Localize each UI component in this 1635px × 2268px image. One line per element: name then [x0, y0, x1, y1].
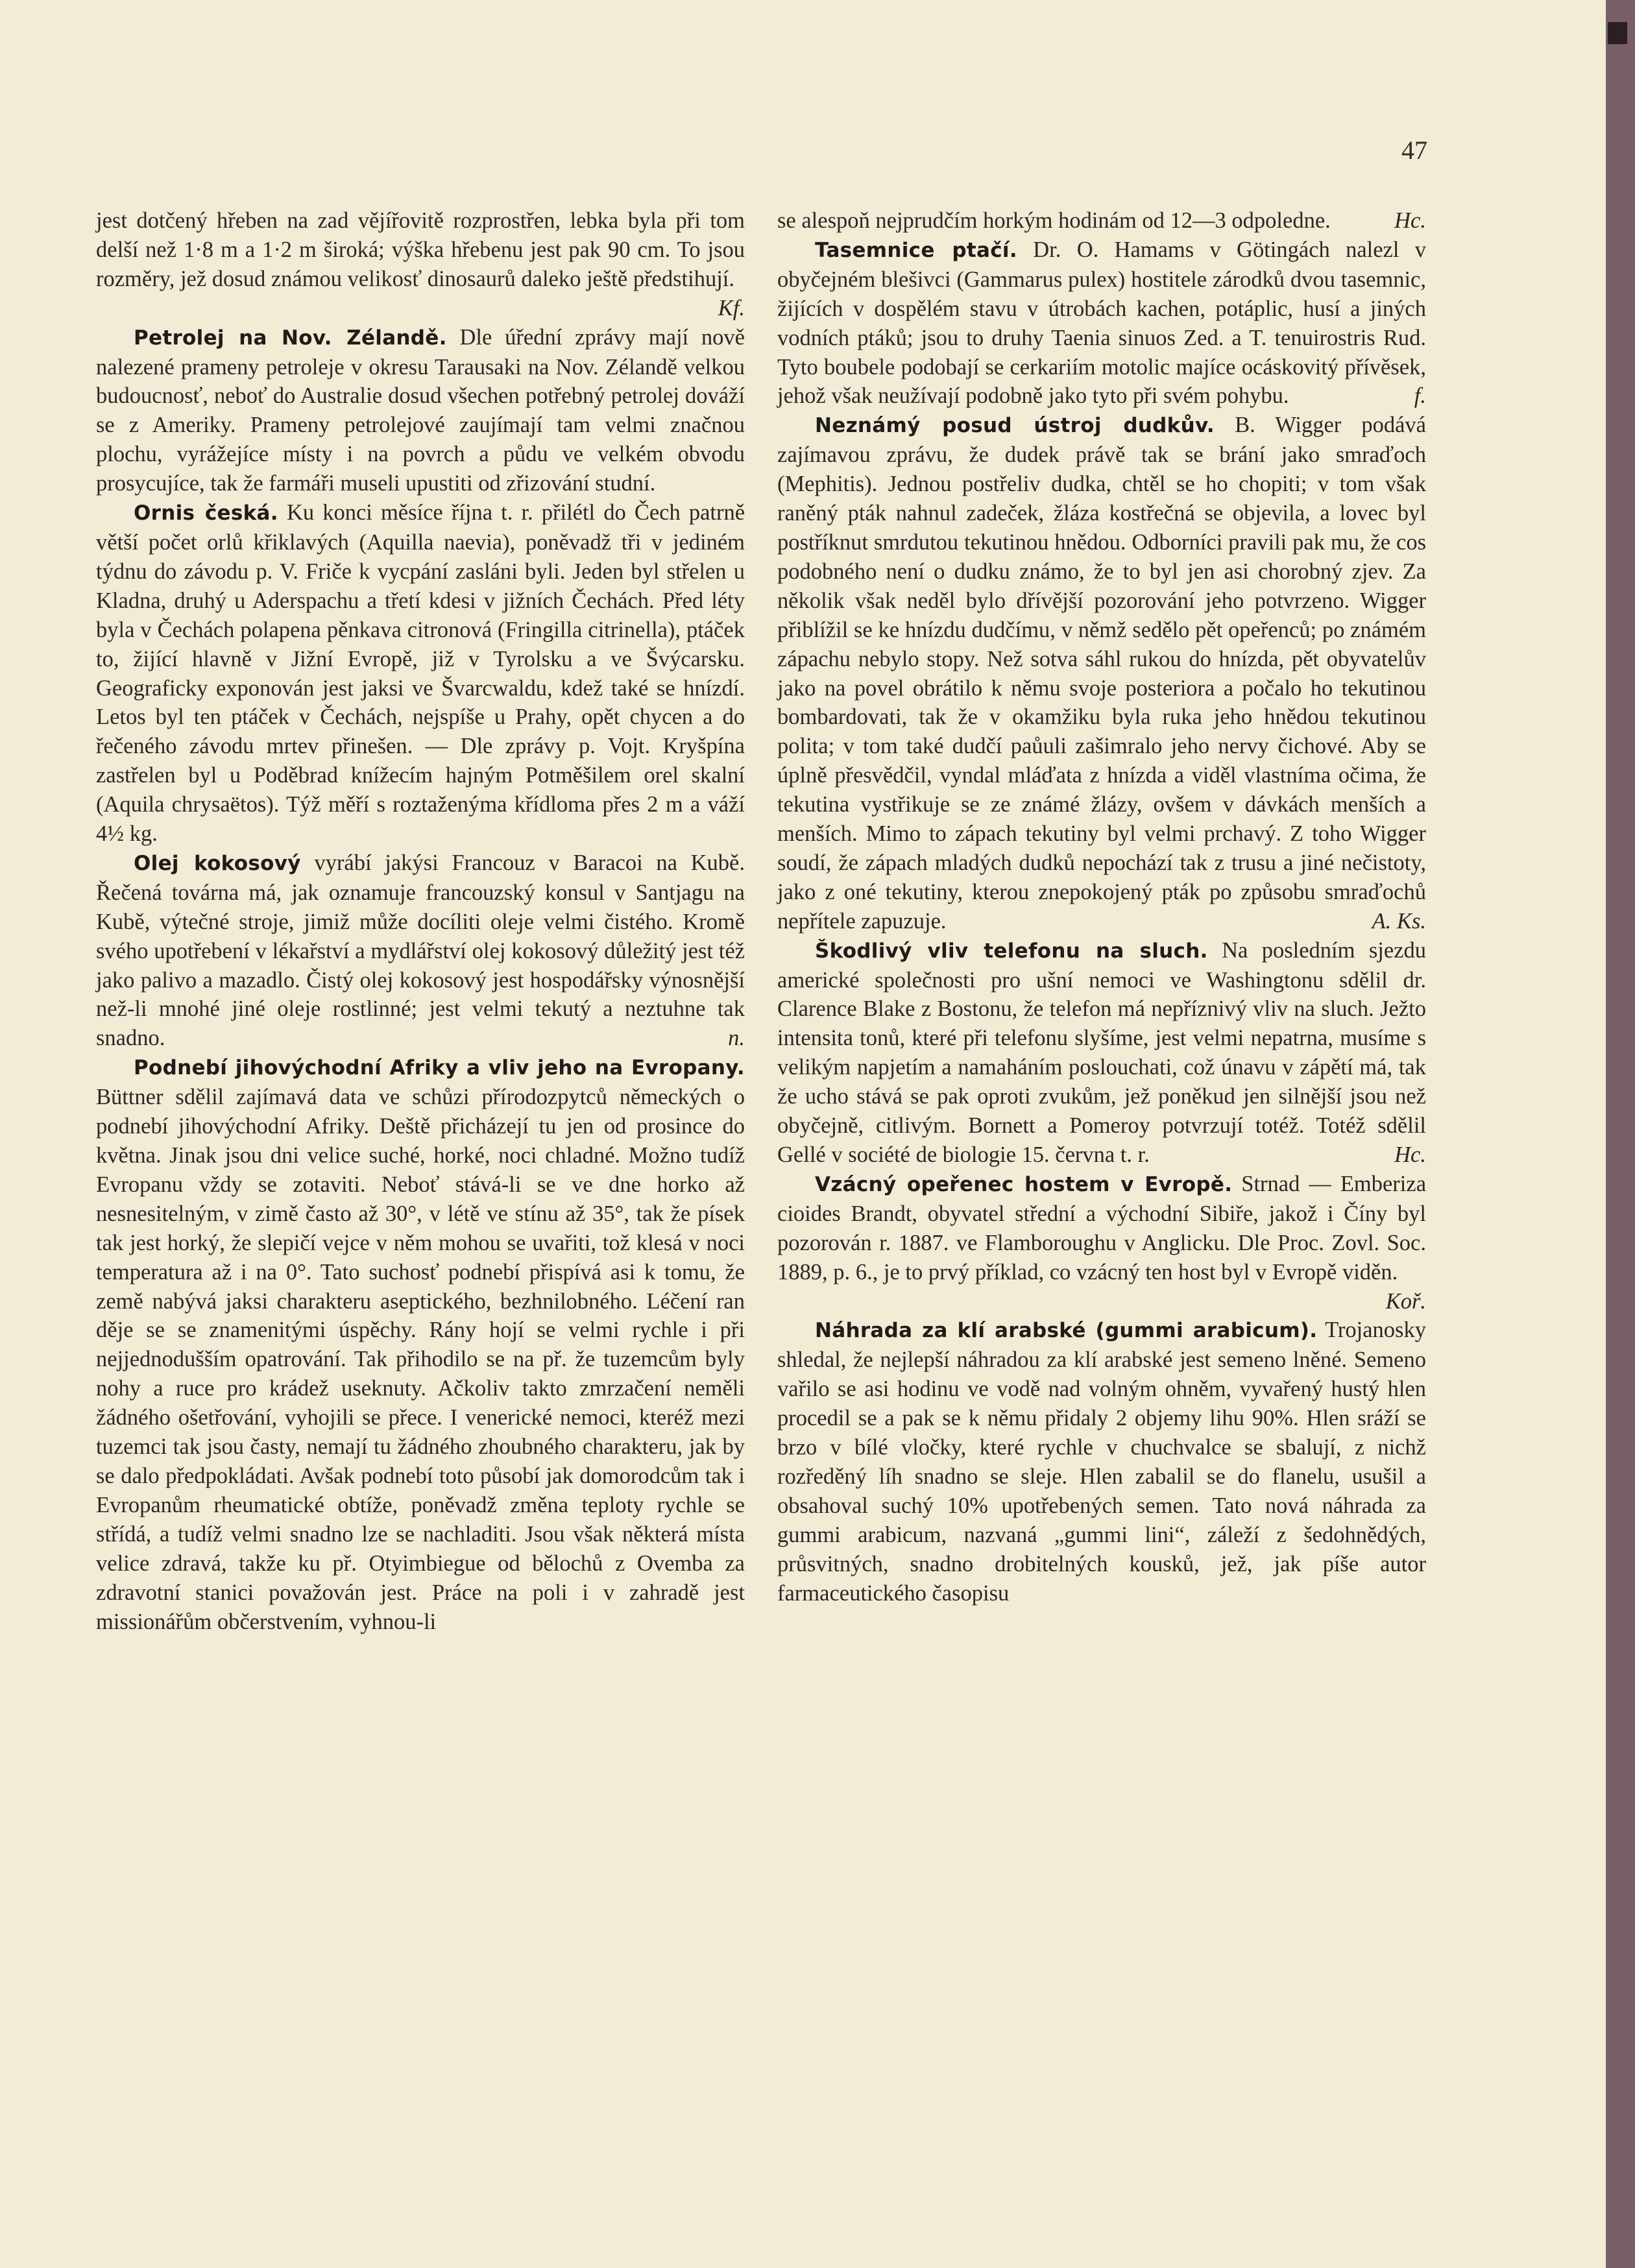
article-nahrada: [777, 1316, 1426, 1608]
article-text: Trojanosky shledal, že nejlepší náhradou za klí arabské jest semeno lněné. Semeno vařilo se asi hodinu ve vodě nad volným ohněm, vyvařený hustý hlen procedil se a pak se k němu přidaly 2 objemy lihu 90%. Hlen sráží se brzo v bílé vločky, které rychle v chuchvalce se sbalují, z nichž rozředěný líh snadno se sleje. Hlen zabalil se do flanelu, usušil a obsahoval suchý 10% upotřebených semen. Tato nová náhrada za gummi arabicum, nazvaná „gummi lini“, záleží z šedohnědých, průsvitných, snadno drobitelných kousků, jež, jak píše autor farmaceutického časopisu: [777, 1318, 1426, 1606]
article-olej: [96, 849, 745, 1053]
article-text: Dr. O. Hamams v Götingách nalezl v obyčejném blešivci (Gammarus pulex) hostitele zárodků dvou tasemnic, žijících v dospělém stavu v útrobách kachen, potáplic, husí a jiných vodních ptáků; jsou to druhy Taenia sinuos Zed. a T. tenuirostris Rud. Tyto boubele podobají se cerkariím motolic majíce ocáskovitý přívěsek, jehož však neužívají podobně jako tyto při svém pohybu.: [777, 237, 1426, 409]
article-tasemnice: [777, 235, 1426, 411]
author-signature: Hc.: [1394, 208, 1426, 233]
article-text: Ku konci měsíce října t. r. přilétl do Čech patrně větší počet orlů křiklavých (Aquilla naevia), poněvadž tři v jediném týdnu do závodu p. V. Friče k vycpání zasláni byli. Jeden byl střelen u Kladna, druhý u Aderspachu a třetí kdesi v jižních Čechách. Před léty byla v Čechách polapena pěnkava citronová (Fringilla citrinella), ptáček to, žijící hlavně v Jižní Evropě, již v Tyrolsku a ve Švýcarsku. Geograficky exponován jest jaksi ve Švarcwaldu, kdež také se hnízdí. Letos byl ten ptáček v Čechách, nejspíše u Prahy, opět chycen a do řečeného závodu mrtev přinešen. — Dle zprávy p. Vojt. Kryšpína zastřelen byl u Poděbrad knížecím hajným Potměšilem orel skalní (Aquila chrysaëtos). Týž měří s roztaženýma křídloma přes 2 m a váží 4½ kg.: [96, 500, 745, 847]
article-dudek: [777, 411, 1426, 935]
page-number: 47: [1401, 136, 1427, 165]
article-text: Strnad — Emberiza cioides Brandt, obyvatel střední a východní Sibiře, jakož i Číny byl pozorován r. 1887. ve Flamboroughu v Anglicku. Dle Proc. Zovl. Soc. 1889, p. 6., je to prvý příklad, co vzácný ten host byl v Evropě viděn.: [777, 1171, 1427, 1285]
author-signature: n.: [728, 1026, 745, 1051]
article-text: B. Wigger podává zajímavou zprávu, že dudek právě tak se brání jako smraďoch (Mephitis). Jednou postřeliv dudka, chtěl se ho chopiti; v tom však raněný pták nahnul zadeček, žláza kostřečná se objevila, a lovec byl postříknut smrdutou tekutinou hnědou. Odborníci pravili pak mu, že cos podobného není o dudku známo, že to byl jen asi chorobný zjev. Za několik však neděl bylo dřívější pozorování jeho potvrzeno. Wigger přiblížil se ke hnízdu dudčímu, v němž sedělo pět opeřenců; po známém zápachu nebylo stopy. Než sotva sáhl rukou do hnízda, pět obyvatelův jako na povel obrátilo k němu svoje posteriora a počalo ho tekutinou bombardovati, tak že v okamžiku byla ruka jeho hnědou tekutinou polita; v tom také dudčí paůuli zašimralo jeho nervy čichové. Aby se úplně přesvědčil, vyndal mláďata z hnízda a viděl vlastníma očima, že tekutina vystřikuje se ze známé žlázy, ovšem v dávkách menších a menších. Mimo to zápach tekutiny byl velmi prchavý. Z toho Wigger soudí, že zápach mladých dudků nepochází tak z trusu a jiné nečistoty, jako z oné tekutiny, kterou znepokojený pták po způsobu smraďochů nepřítele zapuzuje.: [777, 413, 1426, 934]
author-signature: Hc.: [1394, 1142, 1426, 1167]
article-continuation: [777, 206, 1426, 235]
article-text: Büttner sdělil zajímavá data ve schůzi přírodozpytců německých o podnebí jihovýchodní Afriky. Deště přicházejí tu jen od prosince do května. Jinak jsou dni velice suché, horké, noci chladné. Možno tudíž Evropanu vždy se zotaviti. Neboť stává-li se ve dne horko až nesnesitelným, v zimě často až 30°, v létě ve stínu až 35°, tak že písek tak jest horký, že slepičí vejce v něm mohou se uvařiti, tož klesá v noci temperatura až i na 0°. Tato suchosť podnebí přispívá asi k tomu, že země nabývá jaksi charakteru aseptického, bezhnilobného. Léčení ran děje se se znamenitými úspěchy. Rány hojí se velmi rychle i při nejjednodušším opatrování. Tak přihodilo se na př. že tuzemcům byly nohy a ruce pro krádež useknuty. Ačkoliv takto zmrzačení neměli žádného ošetřování, vyhojili se přece. I venerické nemoci, kteréž mezi tuzemci tak jsou časty, nemají tu žádného zhoubného charakteru, jak by se dalo předpokládati. Avšak podnebí toto působí jak domorodcům tak i Evropanům rheumatické obtíže, poněvadž změna teploty rychle se střídá, a tudíž velmi snadno lze se nachladiti. Jsou však některá místa velice zdravá, takže ku př. Otyimbiegue od bělochů z Ovemba za zdravotní stanici považován jest. Práce na poli i v zahradě jest missionářům občerstvením, vyhnou-li: [96, 1085, 745, 1634]
article-heading: Ornis česká.: [134, 501, 278, 525]
article-heading: Petrolej na Nov. Zélandě.: [134, 326, 447, 350]
left-column: [96, 206, 745, 1636]
article-telefon: [777, 936, 1426, 1170]
article-text: se alespoň nejprudčím horkým hodinám od 12—3 odpoledne.: [777, 208, 1331, 233]
article-continuation: [96, 206, 745, 323]
article-heading: Podnebí jihovýchodní Afriky a vliv jeho na Evropany.: [134, 1056, 745, 1080]
article-heading: Škodlivý vliv telefonu na sluch.: [815, 939, 1208, 963]
article-heading: Vzácný opeřenec hostem v Evropě.: [815, 1172, 1233, 1196]
author-signature: A. Ks.: [1372, 908, 1426, 934]
article-text: vyrábí jakýsi Francouz v Baracoi na Kubě. Řečená továrna má, jak oznamuje francouzský konsul v Santjagu na Kubě, výtečné stroje, jimiž může docíliti oleje velmi čistého. Kromě svého upotřebení v lékařství a mydlářství olej kokosový důležitý jest též jako palivo a mazadlo. Čistý olej kokosový jest hospodářsky výnosnější než-li mnohé jiné oleje rostlinné; jest velmi tekutý a neztuhne tak snadno.: [96, 850, 745, 1051]
article-heading: Neznámý posud ústroj dudkův.: [815, 414, 1215, 438]
article-heading: Olej kokosový: [134, 851, 301, 875]
article-operenec: [777, 1170, 1426, 1316]
article-heading: Tasemnice ptačí.: [815, 238, 1017, 262]
article-ornis: [96, 498, 745, 849]
author-signature: Koř.: [1385, 1288, 1426, 1314]
article-heading: Náhrada za klí arabské (gummi arabicum).: [815, 1319, 1318, 1343]
author-signature: f.: [1414, 383, 1426, 409]
article-podnebi: [96, 1053, 745, 1636]
author-signature: Kf.: [718, 295, 745, 320]
scan-corner-mark: [1608, 22, 1627, 44]
article-text: jest dotčený hřeben na zad vějířovitě rozprostřen, lebka byla při tom delší než 1·8 m a 1·2 m široká; výška hřebenu jest pak 90 cm. To jsou rozměry, jež dosud známou velikosť dinosaurů daleko ještě předstihují.: [96, 208, 745, 291]
article-petrolej: [96, 323, 745, 498]
article-text: Dle úřední zprávy mají nově nalezené prameny petroleje v okresu Tarausaki na Nov. Zélandě velkou budoucnosť, neboť do Australie dosud všechen potřebný petrolej dováží se z Ameriky. Prameny petrolejové zaujímají tam velmi značnou plochu, vyrážejíce místy i na povrch a půdu ve velkém obvodu prosycujíce, tak že farmáři museli upustiti od zřizování studní.: [96, 324, 745, 496]
scan-margin: [1606, 0, 1635, 2268]
article-text: Na posledním sjezdu americké společnosti pro ušní nemoci ve Washingtonu sdělil dr. Clarence Blake z Bostonu, že telefon má nepříznivý vliv na sluch. Ježto intensita tonů, které při telefonu slyšíme, jest velmi nepatrna, musíme s velikým napjetím a namaháním poslouchati, což únavu v zápětí má, tak že ucho stává se pak oproti zvukům, jež poněkud jen silnější jsou než obyčejně, citlivým. Bornett a Pomeroy potvrzují totéž. Totéž sdělil Gellé v société de biologie 15. června t. r.: [777, 937, 1427, 1167]
right-column: [777, 206, 1426, 1608]
